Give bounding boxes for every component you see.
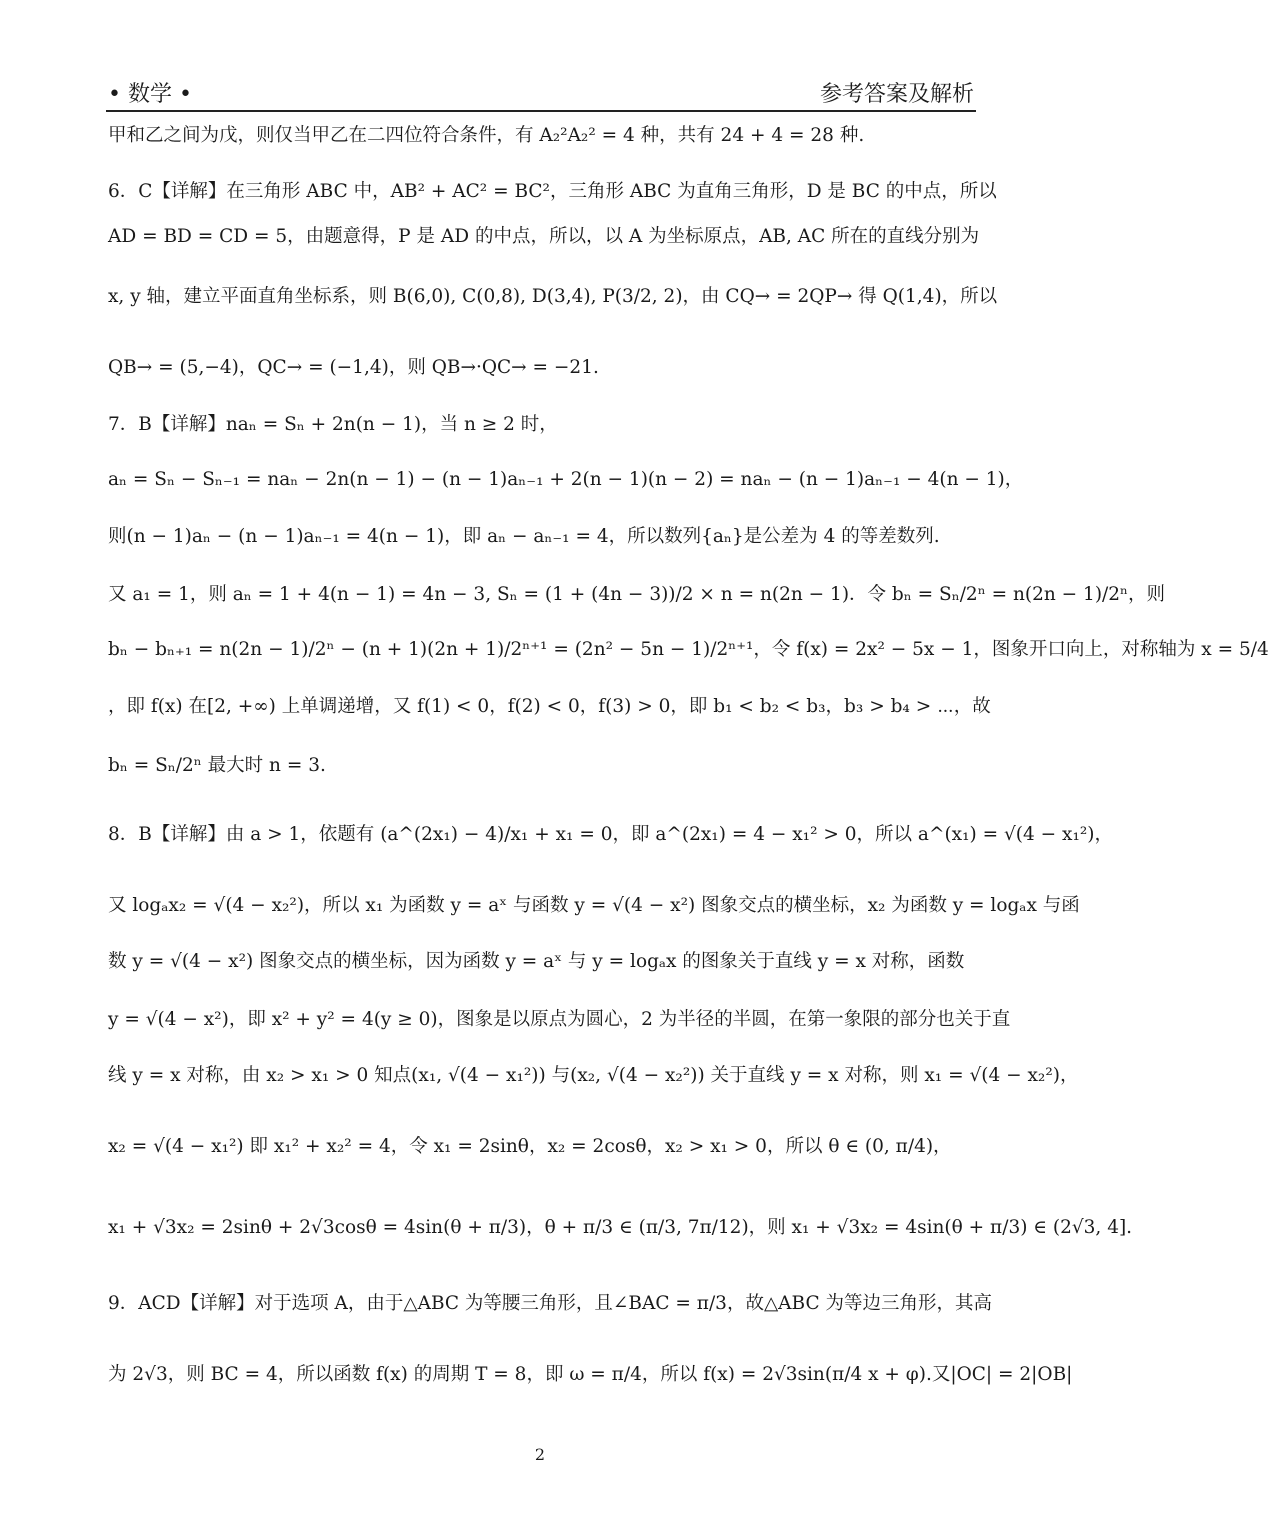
- text-line: 则(n − 1)aₙ − (n − 1)aₙ₋₁ = 4(n − 1)，即 aₙ − aₙ₋₁ = 4，所以数列{aₙ}是公差为 4 的等差数列.: [108, 526, 940, 547]
- text-line: x, y 轴，建立平面直角坐标系，则 B(6,0), C(0,8), D(3,4), P(3/2, 2)，由 CQ→ = 2QP→ 得 Q(1,4)，所以: [108, 286, 998, 307]
- page-number: 2: [534, 1445, 546, 1464]
- page-header: [108, 78, 974, 108]
- text-line: QB→ = (5,−4)，QC→ = (−1,4)，则 QB→·QC→ = −21.: [108, 357, 599, 378]
- text-line: x₁ + √3x₂ = 2sinθ + 2√3cosθ = 4sin(θ + π/3)，θ + π/3 ∈ (π/3, 7π/12)，则 x₁ + √3x₂ = 4sin(θ + π/3) ∈ (2√3, 4].: [108, 1217, 1133, 1238]
- text-line: 又 a₁ = 1，则 aₙ = 1 + 4(n − 1) = 4n − 3, Sₙ = (1 + (4n − 3))/2 × n = n(2n − 1)．令 bₙ = Sₙ/2ⁿ = n(2n − 1)/2ⁿ，则: [108, 584, 1166, 605]
- text-line: 为 2√3，则 BC = 4，所以函数 f(x) 的周期 T = 8，即 ω = π/4，所以 f(x) = 2√3sin(π/4 x + φ).又|OC| = 2|OB|: [108, 1364, 1073, 1385]
- header-title: 参考答案及解析: [819, 82, 974, 107]
- text-line: ，即 f(x) 在[2, +∞) 上单调递增，又 f(1) < 0，f(2) < 0，f(3) > 0，即 b₁ < b₂ < b₃，b₃ > b₄ > ⋯，故: [108, 696, 991, 717]
- header-subject: • 数学 •: [108, 82, 192, 107]
- text-line: 6．C【详解】在三角形 ABC 中，AB² + AC² = BC²，三角形 ABC 为直角三角形，D 是 BC 的中点，所以: [108, 181, 997, 202]
- text-line: 线 y = x 对称，由 x₂ > x₁ > 0 知点(x₁, √(4 − x₁²)) 与(x₂, √(4 − x₂²)) 关于直线 y = x 对称，则 x₁ = √(4 − x₂²)，: [108, 1065, 1079, 1086]
- text-line: x₂ = √(4 − x₁²) 即 x₁² + x₂² = 4，令 x₁ = 2sinθ，x₂ = 2cosθ，x₂ > x₁ > 0，所以 θ ∈ (0, π/4)，: [108, 1136, 952, 1157]
- text-line: 7．B【详解】naₙ = Sₙ + 2n(n − 1)，当 n ≥ 2 时，: [108, 414, 558, 435]
- text-line: 又 logₐx₂ = √(4 − x₂²)，所以 x₁ 为函数 y = aˣ 与函数 y = √(4 − x²) 图象交点的横坐标，x₂ 为函数 y = logₐx 与函: [108, 895, 1080, 916]
- text-line: bₙ − bₙ₊₁ = n(2n − 1)/2ⁿ − (n + 1)(2n + 1)/2ⁿ⁺¹ = (2n² − 5n − 1)/2ⁿ⁺¹，令 f(x) = 2x² − 5x − 1，图象开口向上，对称轴为 x = 5/4: [108, 639, 1269, 660]
- header-rule: [106, 110, 976, 112]
- text-line: y = √(4 − x²)，即 x² + y² = 4(y ≥ 0)，图象是以原点为圆心，2 为半径的半圆，在第一象限的部分也关于直: [108, 1009, 1011, 1030]
- text-line: bₙ = Sₙ/2ⁿ 最大时 n = 3.: [108, 755, 326, 776]
- text-line: 数 y = √(4 − x²) 图象交点的横坐标，因为函数 y = aˣ 与 y = logₐx 的图象关于直线 y = x 对称，函数: [108, 951, 965, 972]
- text-line: 8．B【详解】由 a > 1，依题有 (a^(2x₁) − 4)/x₁ + x₁ = 0，即 a^(2x₁) = 4 − x₁² > 0，所以 a^(x₁) = √(4 − x₁²)，: [108, 824, 1114, 845]
- text-line: 甲和乙之间为戊，则仅当甲乙在二四位符合条件，有 A₂²A₂² = 4 种，共有 24 + 4 = 28 种.: [108, 125, 865, 146]
- text-line: aₙ = Sₙ − Sₙ₋₁ = naₙ − 2n(n − 1) − (n − 1)aₙ₋₁ + 2(n − 1)(n − 2) = naₙ − (n − 1)aₙ₋₁ − 4(n − 1)，: [108, 469, 1024, 490]
- text-line: AD = BD = CD = 5，由题意得，P 是 AD 的中点，所以，以 A 为坐标原点，AB, AC 所在的直线分别为: [108, 226, 980, 247]
- text-line: 9．ACD【详解】对于选项 A，由于△ABC 为等腰三角形，且∠BAC = π/3，故△ABC 为等边三角形，其高: [108, 1293, 993, 1314]
